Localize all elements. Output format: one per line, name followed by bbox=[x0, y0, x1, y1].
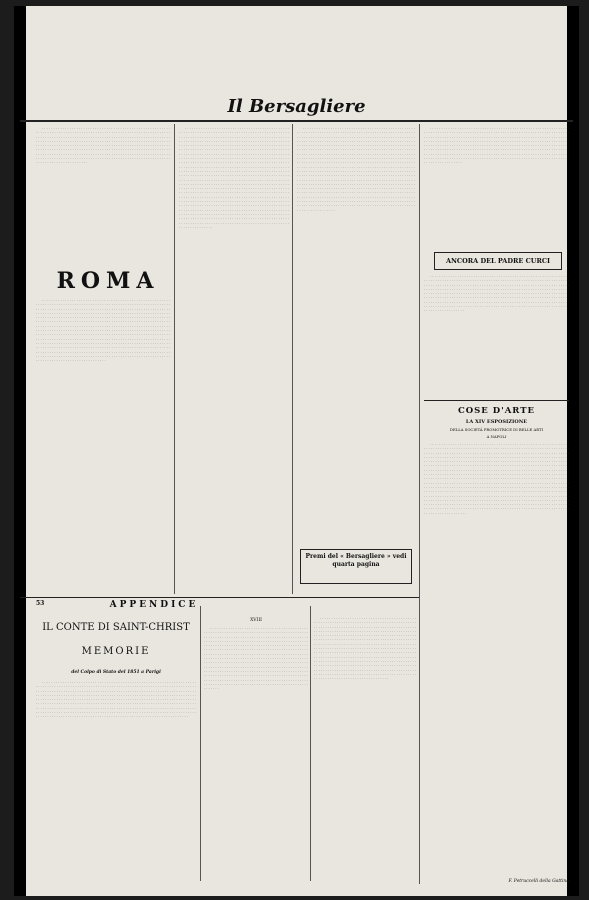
article-column-4-arte: . . . . . . . . . . . . . . . . . . . . . . . . . . . . . . . . . . . . . . . . . . . . . . . . . . . . . . . . . . . . . . . . . . . . . . . . . . . . . . . . . . . . . . . . . . . . . . . . . . . . . . . . . . . . . . . . . . . . . . . . . . . . . . . . . . . . . . . . . . . . . . . . . . . . . . . . . . . . . . . . . . . . . . . . . . . . . . . . . . . . . . . . . . . . . . . . . . . . . . . . . . . . . . . . . . . . . . . . . . . . . . . . . . . . . . . . . . . . . . . . . . . . . . . . . . . . . . . . . . . . . . . . . . . . . . . . . . . . . . . . . . . . . . . . . . . . . . . . . . . . . . . . . . . . . . . . . . . . . . . . . . . . . . . . . . . . . . . . . . . . . . . . . . . . . . . . . . . . . . . . . . . . . . . . . . . . . . . . . . . . . . . . . . . . . . . . . . . . . . . . . . . . . . . . . . . . . . . . . . . . . . . . . . . . . . . . . . . . . . . . . . . . . . . . . . . . . . . . . . . . . . . . . . . . . . . . . . . . . . . . . . . . . . . . . . . . . . . . . . . . . . . . . . . . . . . . . . . . . . . . . . . . . . . . . . . . . . . . . . . . . . . . . . . . . . . . . . . . . . . . . . . . . . . . . . . . . . . . . . . . . . . . . . . . . . . . . . . . . . . . . . . . . . . . . . . . . . . . . . . . . . . . . . . . . . . . . . . . . . . . . . . . . . . . . . . . . . . . . . . . . . . . . . . . . . . . . . . . . . . . . . . . . . . . . . . . . . . . . . . . . . . . . . . . . . . . . . . . . . . . . . . . . . . . . . . . . . . . . . . . . . . . . . . . . . . . . . . . . . . . . . . . . . . . . . . . . . . . . . . . . . . . . . . . . . . . . . . . . . . . . . . . . . . . . . . . . . . . . . . . . . . . . . . . . . . . . . . . . . . . . . . . . . . . . . . . . . . . . . . . . . . . . . . . . . . . . . . . . . . . . . . . . . . . . . . . . . . . . . . . . . . . . . . . . . . . . . . . . . . . . . . . . . . . . . . . . . . . . . . . . . . . . . . . . . . . . . . . . . . . . . . . . . . . . . . . . . . . . . . . . . . . . . . . . . . . . . . . . . . . . . . . . . . . . . . . . . . . . . . . . . . . . bbox=[424, 442, 569, 515]
appendice-number: 53 bbox=[36, 600, 45, 607]
arte-subheading-1: LA XIV ESPOSIZIONE bbox=[465, 419, 528, 425]
arte-heading: COSE D'ARTE bbox=[457, 406, 536, 416]
article-column-roma: . . . . . . . . . . . . . . . . . . . . . . . . . . . . . . . . . . . . . . . . . . . . . . . . . . . . . . . . . . . . . . . . . . . . . . . . . . . . . . . . . . . . . . . . . . . . . . . . . . . . . . . . . . . . . . . . . . . . . . . . . . . . . . . . . . . . . . . . . . . . . . . . . . . . . . . . . . . . . . . . . . . . . . . . . . . . . . . . . . . . . . . . . . . . . . . . . . . . . . . . . . . . . . . . . . . . . . . . . . . . . . . . . . . . . . . . . . . . . . . . . . . . . . . . . . . . . . . . . . . . . . . . . . . . . . . . . . . . . . . . . . . . . . . . . . . . . . . . . . . . . . . . . . . . . . . . . . . . . . . . . . . . . . . . . . . . . . . . . . . . . . . . . . . . . . . . . . . . . . . . . . . . . . . . . . . . . . . . . . . . . . . . . . . . . . . . . . . . . . . . . . . . . . . . . . . . . . . . . . . . . . . . . . . . . . . . . . . . . . . . . . . . . . . . . . . . . . . . . . . . . . . . . . . . . . . . . . . . . . . . . . . . . . . . . . . . . . . . . . . . . . . . . . . . . . . . . . . . . . . . . . . . . . . . . . . . . . . . . . . . . . . . . . . . . . . . . . . . . . . . . . . . . . . . . . . . . . . . . . . . . . . . . . . . . . . . . . . . . . . . . . . . . . . . . . . . . . . . . . . . . . . . . . . . . . . . . . . . . . . . . . . . . . . . . . . . . . . . . . . . . . . . . . . . . . . . . . . . . . . . . . . . . . . . . . . . . . . . . . . . . . . . . . . . . . . . . . . . . . . . . . . . . . . . . . . . . . . . . . . . . . . . . . . . . . . . . . . . . . . . . . . . . . . . . . . . . . . . . . . . . . . . . . . . . . . . . . . . . . . . . . . . . . . . . . . . . . . . . . . . . . . . . . . . . . . . . . . . . . . . . . . . . . . . . . . . . . bbox=[36, 298, 170, 363]
arte-signature: F. Petruccelli della Gattina bbox=[508, 879, 569, 884]
article-column-3: . . . . . . . . . . . . . . . . . . . . . . . . . . . . . . . . . . . . . . . . . . . . . . . . . . . . . . . . . . . . . . . . . . . . . . . . . . . . . . . . . . . . . . . . . . . . . . . . . . . . . . . . . . . . . . . . . . . . . . . . . . . . . . . . . . . . . . . . . . . . . . . . . . . . . . . . . . . . . . . . . . . . . . . . . . . . . . . . . . . . . . . . . . . . . . . . . . . . . . . . . . . . . . . . . . . . . . . . . . . . . . . . . . . . . . . . . . . . . . . . . . . . . . . . . . . . . . . . . . . . . . . . . . . . . . . . . . . . . . . . . . . . . . . . . . . . . . . . . . . . . . . . . . . . . . . . . . . . . . . . . . . . . . . . . . . . . . . . . . . . . . . . . . . . . . . . . . . . . . . . . . . . . . . . . . . . . . . . . . . . . . . . . . . . . . . . . . . . . . . . . . . . . . . . . . . . . . . . . . . . . . . . . . . . . . . . . . . . . . . . . . . . . . . . . . . . . . . . . . . . . . . . . . . . . . . . . . . . . . . . . . . . . . . . . . . . . . . . . . . . . . . . . . . . . . . . . . . . . . . . . . . . . . . . . . . . . . . . . . . . . . . . . . . . . . . . . . . . . . . . . . . . . . . . . . . . . . . . . . . . . . . . . . . . . . . . . . . . . . . . . . . . . . . . . . . . . . . . . . . . . . . . . . . . . . . . . . . . . . . . . . . . . . . . . . . . . . . . . . . . . . . . . . . . . . . . . . . . . . . . . . . . . . . . . . . . . . . . . . . . . . . . . . . . . . . . . . . . . . . . . . . . . . . . . . . . . . . . . . . . . . . . . . . . . . . . . . . . . . . . . . . . . . . . . . . . . . . . . . . . . . . . . . . . . . . . . . . . . . . . . . . . . . . . . . . . . . . . . . . . . . . . . . . . . . . . . . . . . . . . . . . . . . . . . . . . . . . . . . . . . . . . . . . . . . . . . . . . . . . . . . . . . . . . . . . . . . . . . . . . . . . . . . . . . . . . . . . . . . . . . . . . . . . . . . . . . . . . . . . . . . . . . . . . . . . . . . . . . . . . . . . . . . . . . . . . . . . . . . . . . . . . . . . . . . . . . . . . . . . . . . bbox=[297, 126, 415, 212]
appendice-column-2: . . . . . . . . . . . . . . . . . . . . . . . . . . . . . . . . . . . . . . . . . . . . . . . . . . . . . . . . . . . . . . . . . . . . . . . . . . . . . . . . . . . . . . . . . . . . . . . . . . . . . . . . . . . . . . . . . . . . . . . . . . . . . . . . . . . . . . . . . . . . . . . . . . . . . . . . . . . . . . . . . . . . . . . . . . . . . . . . . . . . . . . . . . . . . . . . . . . . . . . . . . . . . . . . . . . . . . . . . . . . . . . . . . . . . . . . . . . . . . . . . . . . . . . . . . . . . . . . . . . . . . . . . . . . . . . . . . . . . . . . . . . . . . . . . . . . . . . . . . . . . . . . . . . . . . . . . . . . . . . . . . . . . . . . . . . . . . . . . . . . . . . . . . . . . . . . . . . . . . . . . . . . . . . . . . . . . . . . . . . . . . . . . . . . . . . . . . . . . . . . . . . . . . . . . . . . . . . . . . . . . . . . . . . . . . . . . . . . . . . . . . . . . . . . . . . . . . . . . . . . . . . . . . . . . . . . . . . . . . . . . . . . . . . . . . . . . . . . . . . . . . . . . . . . . . . . . . . . . . . . . . . . . . . . . . . . . . . . . . . . . . . . . . . . . . . . . . . . . . . . . . . . . . . . . . . . . . . . . . . . . . . . . . . . . . . . . . . . . . . . . . . . . . . . . . . . . . . . . . . . . . . . . . . . . . . . . . . . . . . . . . . . . . . . bbox=[204, 626, 308, 691]
appendice-label: APPENDICE bbox=[109, 600, 199, 610]
article-column-1: . . . . . . . . . . . . . . . . . . . . . . . . . . . . . . . . . . . . . . . . . . . . . . . . . . . . . . . . . . . . . . . . . . . . . . . . . . . . . . . . . . . . . . . . . . . . . . . . . . . . . . . . . . . . . . . . . . . . . . . . . . . . . . . . . . . . . . . . . . . . . . . . . . . . . . . . . . . . . . . . . . . . . . . . . . . . . . . . . . . . . . . . . . . . . . . . . . . . . . . . . . . . . . . . . . . . . . . . . . . . . . . . . . . . . . . . . . . . . . . . . . . . . . . . . . . . . . . . . . . . . . . . . . . . . . . . . . . . . . . . . . . . . . . . . . . . . . . . . . . . . . . . . . . . . . . . . . . . . . . . . . . . . . . . . . . . . . . . . . . . . . . . . . . . . . . . . . . . . . . . . . . . . . . . . . . . . . . . . . . . . . . . . . . . . . . . . . . . . . . . . . . . . . . . . . . . . . . . . . . . . . . . . . . . . . . . . . . . . . . . . . . . . . . . . . . . . . . . . . . . . . . . . . . . . . . . . . . . . . . . . . . . . . . . . . . . bbox=[36, 126, 170, 165]
appendice-rule bbox=[20, 597, 419, 598]
premi-box: Premi del « Bersagliere » vedi quarta pagina bbox=[300, 549, 412, 584]
arte-subheading-2: DELLA SOCIETÀ PROMOTRICE DI BELLE ARTI bbox=[449, 427, 544, 432]
newspaper-page bbox=[14, 6, 579, 896]
novel-byline: del Colpo di Stato del 1851 a Parigi bbox=[71, 670, 161, 675]
novel-title: IL CONTE DI SAINT-CHRIST bbox=[42, 622, 190, 633]
column-divider bbox=[174, 124, 175, 594]
section-heading-roma: ROMA bbox=[56, 268, 160, 294]
masthead-title: Il Bersagliere bbox=[227, 96, 366, 117]
article-column-4-curci: . . . . . . . . . . . . . . . . . . . . . . . . . . . . . . . . . . . . . . . . . . . . . . . . . . . . . . . . . . . . . . . . . . . . . . . . . . . . . . . . . . . . . . . . . . . . . . . . . . . . . . . . . . . . . . . . . . . . . . . . . . . . . . . . . . . . . . . . . . . . . . . . . . . . . . . . . . . . . . . . . . . . . . . . . . . . . . . . . . . . . . . . . . . . . . . . . . . . . . . . . . . . . . . . . . . . . . . . . . . . . . . . . . . . . . . . . . . . . . . . . . . . . . . . . . . . . . . . . . . . . . . . . . . . . . . . . . . . . . . . . . . . . . . . . . . . . . . . . . . . . . . . . . . . . . . . . . . . . . . . . . . . . . . . . . . . . . . . . . . . . . . . . . . . . . . . . . . . . . . . . . . . . . . . . . . . . . . . . . . . . . . . . . . . . . . . . . . . . . . . . . . . . . . . . . . . . . . . . . . . . . . . . . . . . . . . . . . . . . . . . . . . . . . . . . . . . . . . . . . . . . . . . . . . . . . . . . . . . . . . . . . . . . . . . . . . . . . . . . . . . . . . . . . . . . . . . . . . . . . . bbox=[424, 274, 569, 313]
novel-subtitle: MEMORIE bbox=[81, 646, 151, 657]
chapter-number: XVIII bbox=[250, 618, 262, 623]
section-rule bbox=[424, 400, 569, 401]
curci-heading-box: ANCORA DEL PADRE CURCI bbox=[434, 252, 562, 270]
appendice-column-1: . . . . . . . . . . . . . . . . . . . . . . . . . . . . . . . . . . . . . . . . . . . . . . . . . . . . . . . . . . . . . . . . . . . . . . . . . . . . . . . . . . . . . . . . . . . . . . . . . . . . . . . . . . . . . . . . . . . . . . . . . . . . . . . . . . . . . . . . . . . . . . . . . . . . . . . . . . . . . . . . . . . . . . . . . . . . . . . . . . . . . . . . . . . . . . . . . . . . . . . . . . . . . . . . . . . . . . . . . . . . . . . . . . . . . . . . . . . . . . . . . . . . . . . . . . . . . . . . . . . . . . . . . . . . . . . . . . . . . . . . . . . . . . . . . . . . . . . . . . . . . . . . . . . . . . . . . . . . . . . . . . . . . . . . . . . . . . . . . . . . . . . . . . . . . . . . . . . . . . . . . . . . . . . . . . . . . . . . . . . . . . . . . . . . . . . . . . . . . . . . . . . . . . . . . . . . . . . . . . . . . . . . . . . . . . . . . . . . . . . . . . . . . . . . . . . . . . . . . . . . . . . . . . . . . . . . . . . . . . . . . . . . . . . . . . . . . . . . . . . . . . . . . . . . . . . . . . . . . . . . . . . . . . . . . . . . . . . . . . . . . . . . . . . . . . . . . . . . . . . . . . . . . . . . . . . . . . . . . . . . . . . . . . . . . . . . . . . . . . . . . . . . . . . . . . . . . . . . . . . . . . . . bbox=[36, 680, 196, 719]
masthead-rule bbox=[20, 120, 573, 122]
scan-edge-left bbox=[14, 6, 26, 896]
column-divider bbox=[200, 606, 201, 881]
appendice-column-3: . . . . . . . . . . . . . . . . . . . . . . . . . . . . . . . . . . . . . . . . . . . . . . . . . . . . . . . . . . . . . . . . . . . . . . . . . . . . . . . . . . . . . . . . . . . . . . . . . . . . . . . . . . . . . . . . . . . . . . . . . . . . . . . . . . . . . . . . . . . . . . . . . . . . . . . . . . . . . . . . . . . . . . . . . . . . . . . . . . . . . . . . . . . . . . . . . . . . . . . . . . . . . . . . . . . . . . . . . . . . . . . . . . . . . . . . . . . . . . . . . . . . . . . . . . . . . . . . . . . . . . . . . . . . . . . . . . . . . . . . . . . . . . . . . . . . . . . . . . . . . . . . . . . . . . . . . . . . . . . . . . . . . . . . . . . . . . . . . . . . . . . . . . . . . . . . . . . . . . . . . . . . . . . . . . . . . . . . . . . . . . . . . . . . . . . . . . . . . . . . . . . . . . . . . . . . . . . . . . . . . . . . . . . . . . . . . . . . . . . . . . . . . . . . . . . . . . . . . . . . . . . . . . . . . . . . . . . . . . . . . . . . . . . . . . . . . . . . . . . . . . . . . . . . . . . . . . . . . . . . . . . . . . . . . . . . . . . . . . . . . . . . . . . . . . . . . . . . . . . . . . . . . . . . . . . . . . . . . . . . . . . . . . . . . . . . . . . . . . . . . . . . . . . . . . . . . . . . . . . . . . . . . . . . . . . . . . . . . . . . . . . . . . . . . . . . . . . . . . . . bbox=[314, 616, 416, 681]
arte-subheading-3: A NAPOLI bbox=[486, 434, 507, 439]
column-divider bbox=[310, 606, 311, 881]
column-divider bbox=[419, 124, 420, 884]
article-column-2: . . . . . . . . . . . . . . . . . . . . . . . . . . . . . . . . . . . . . . . . . . . . . . . . . . . . . . . . . . . . . . . . . . . . . . . . . . . . . . . . . . . . . . . . . . . . . . . . . . . . . . . . . . . . . . . . . . . . . . . . . . . . . . . . . . . . . . . . . . . . . . . . . . . . . . . . . . . . . . . . . . . . . . . . . . . . . . . . . . . . . . . . . . . . . . . . . . . . . . . . . . . . . . . . . . . . . . . . . . . . . . . . . . . . . . . . . . . . . . . . . . . . . . . . . . . . . . . . . . . . . . . . . . . . . . . . . . . . . . . . . . . . . . . . . . . . . . . . . . . . . . . . . . . . . . . . . . . . . . . . . . . . . . . . . . . . . . . . . . . . . . . . . . . . . . . . . . . . . . . . . . . . . . . . . . . . . . . . . . . . . . . . . . . . . . . . . . . . . . . . . . . . . . . . . . . . . . . . . . . . . . . . . . . . . . . . . . . . . . . . . . . . . . . . . . . . . . . . . . . . . . . . . . . . . . . . . . . . . . . . . . . . . . . . . . . . . . . . . . . . . . . . . . . . . . . . . . . . . . . . . . . . . . . . . . . . . . . . . . . . . . . . . . . . . . . . . . . . . . . . . . . . . . . . . . . . . . . . . . . . . . . . . . . . . . . . . . . . . . . . . . . . . . . . . . . . . . . . . . . . . . . . . . . . . . . . . . . . . . . . . . . . . . . . . . . . . . . . . . . . . . . . . . . . . . . . . . . . . . . . . . . . . . . . . . . . . . . . . . . . . . . . . . . . . . . . . . . . . . . . . . . . . . . . . . . . . . . . . . . . . . . . . . . . . . . . . . . . . . . . . . . . . . . . . . . . . . . . . . . . . . . . . . . . . . . . . . . . . . . . . . . . . . . . . . . . . . . . . . . . . . . . . . . . . . . . . . . . . . . . . . . . . . . . . . . . . . . . . . . . . . . . . . . . . . . . . . . . . . . . . . . . . . . . . . . . . . . . . . . . . . . . . . . . . . . . . . . . . . . . . . . . . . . . . . . . . . . . . . . . . . . . . . . . . . . . . . . . . . . . . . . . . . . . . . . . . . . . . . . . . . . . . . . . . . . . . . . . . . . . . . . . . . . . . . . . . . . . . . . . . . . . . . . . . . . . . . . . . . . . . . . . . . . . . . . . . . . . . . . . . . . . . . . . . . . . . . . . . . . . . . . . . . . . . . . . . . . . . . . . . . . . . . . . . . . . . . . . . bbox=[179, 126, 289, 229]
column-divider bbox=[292, 124, 293, 594]
article-column-4-top: . . . . . . . . . . . . . . . . . . . . . . . . . . . . . . . . . . . . . . . . . . . . . . . . . . . . . . . . . . . . . . . . . . . . . . . . . . . . . . . . . . . . . . . . . . . . . . . . . . . . . . . . . . . . . . . . . . . . . . . . . . . . . . . . . . . . . . . . . . . . . . . . . . . . . . . . . . . . . . . . . . . . . . . . . . . . . . . . . . . . . . . . . . . . . . . . . . . . . . . . . . . . . . . . . . . . . . . . . . . . . . . . . . . . . . . . . . . . . . . . . . . . . . . . . . . . . . . . . . . . . . . . . . . . . . . . . . . . . . . . . . . . . . . . . . . . . . . . . . . . . . . . . . . . . . . . . . . . . . . . . . . . . . . . . . . . . . . . . . . . . . . . . . . . . . . . . . . . . . . . . . . . . . . . . . . . . . . . . . . . . . . . . . . . . . . . . . . . . . . . . . . . . . . . . . . . . . . . . . . . . . . . . . . . . . . . . . . . . . . . . . . . . . . . . . . . . . . . . . . . . . . . . . . . . . . . . . . . . . . . . . . . . . . . . . . . . . . . . . . . . . . . . . . . . . . . . . . . . . . bbox=[424, 126, 569, 165]
